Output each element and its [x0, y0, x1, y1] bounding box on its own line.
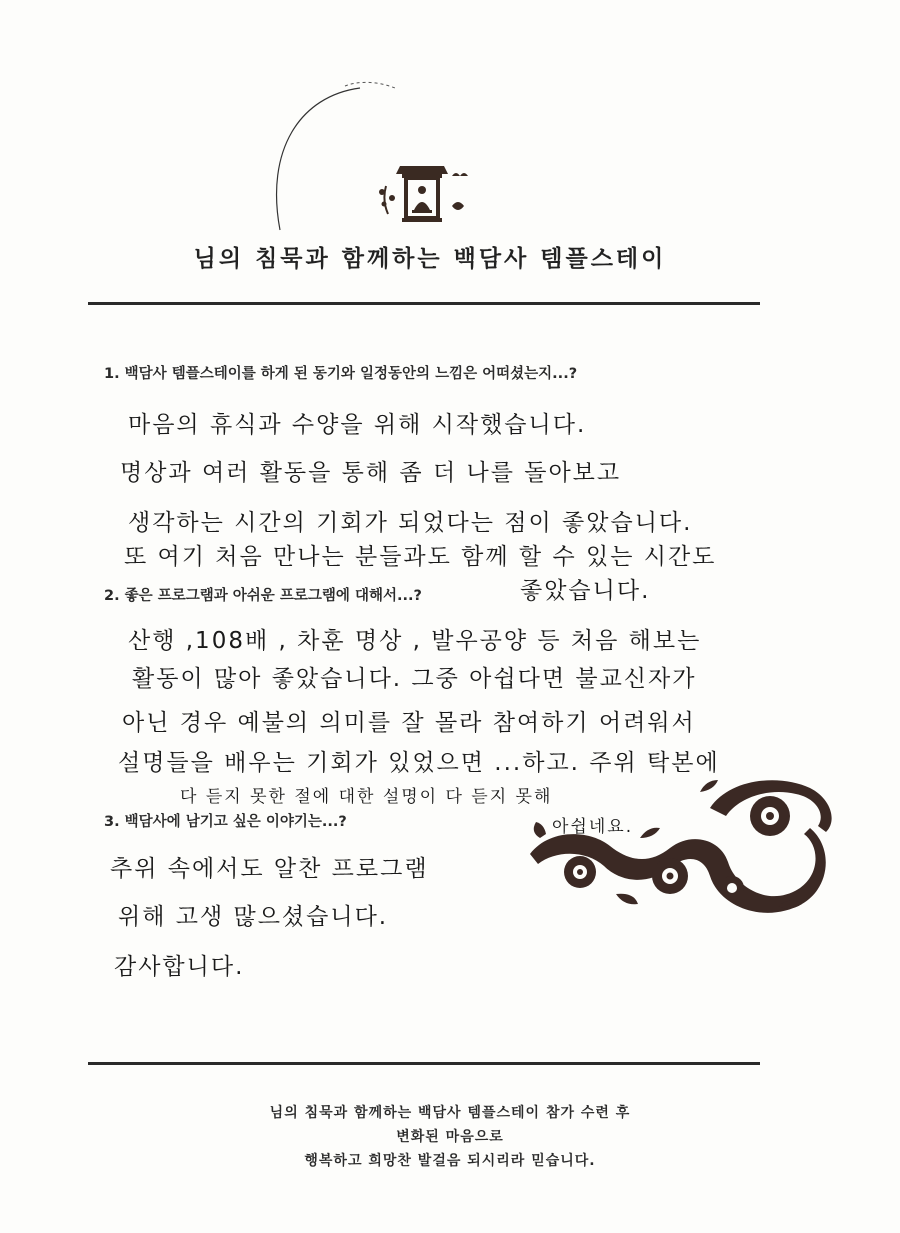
answer-1-line-1: 마음의 휴식과 수양을 위해 시작했습니다.	[128, 412, 587, 438]
answer-3-line-2: 위해 고생 많으셨습니다.	[118, 904, 389, 930]
footer-line-3: 행복하고 희망찬 발걸음 되시리라 믿습니다.	[304, 1153, 596, 1169]
footer-line-1: 님의 침묵과 함께하는 백담사 템플스테이 참가 수련 후	[269, 1105, 631, 1121]
answer-1-line-3: 생각하는 시간의 기회가 되었다는 점이 좋았습니다.	[128, 510, 693, 536]
scroll-ornament-icon	[520, 768, 840, 928]
question-3-label: 3. 백담사에 남기고 싶은 이야기는...?	[104, 814, 347, 830]
temple-emblem-icon	[372, 156, 472, 228]
footer-line-2: 변화된 마음으로	[396, 1129, 504, 1145]
answer-2-line-2: 활동이 많아 좋았습니다. 그중 아쉽다면 불교신자가	[132, 666, 697, 692]
answer-2-inline: 좋았습니다.	[520, 578, 651, 604]
answer-2-line-1: 산행 ,108배 , 차훈 명상 , 발우공양 등 처음 해보는	[128, 628, 702, 654]
top-divider	[88, 302, 760, 305]
answer-3-line-1: 추위 속에서도 알찬 프로그램	[110, 856, 429, 882]
answer-2-line-3: 아닌 경우 예불의 의미를 잘 몰라 참여하기 어려워서	[122, 710, 696, 736]
answer-2-line-6: 아쉽네요.	[552, 817, 634, 837]
answer-1-line-2: 명상과 여러 활동을 통해 좀 더 나를 돌아보고	[120, 460, 622, 486]
answer-2-line-4: 설명들을 배우는 기회가 있었으면 ...하고. 주위 탁본에	[118, 750, 720, 776]
answer-1-line-4: 또 여기 처음 만나는 분들과도 함께 할 수 있는 시간도	[124, 544, 717, 570]
bottom-divider	[88, 1062, 760, 1065]
answer-3-line-3: 감사합니다.	[114, 954, 245, 980]
question-1-label: 1. 백담사 템플스테이를 하게 된 동기와 일정동안의 느낌은 어떠셨는지...?	[104, 366, 578, 382]
question-2-label: 2. 좋은 프로그램과 아쉬운 프로그램에 대해서...?	[104, 588, 422, 604]
answer-2-line-5: 다 듣지 못한 절에 대한 설명이 다 듣지 못해	[180, 787, 553, 807]
page-title: 님의 침묵과 함께하는 백담사 템플스테이	[193, 246, 667, 272]
